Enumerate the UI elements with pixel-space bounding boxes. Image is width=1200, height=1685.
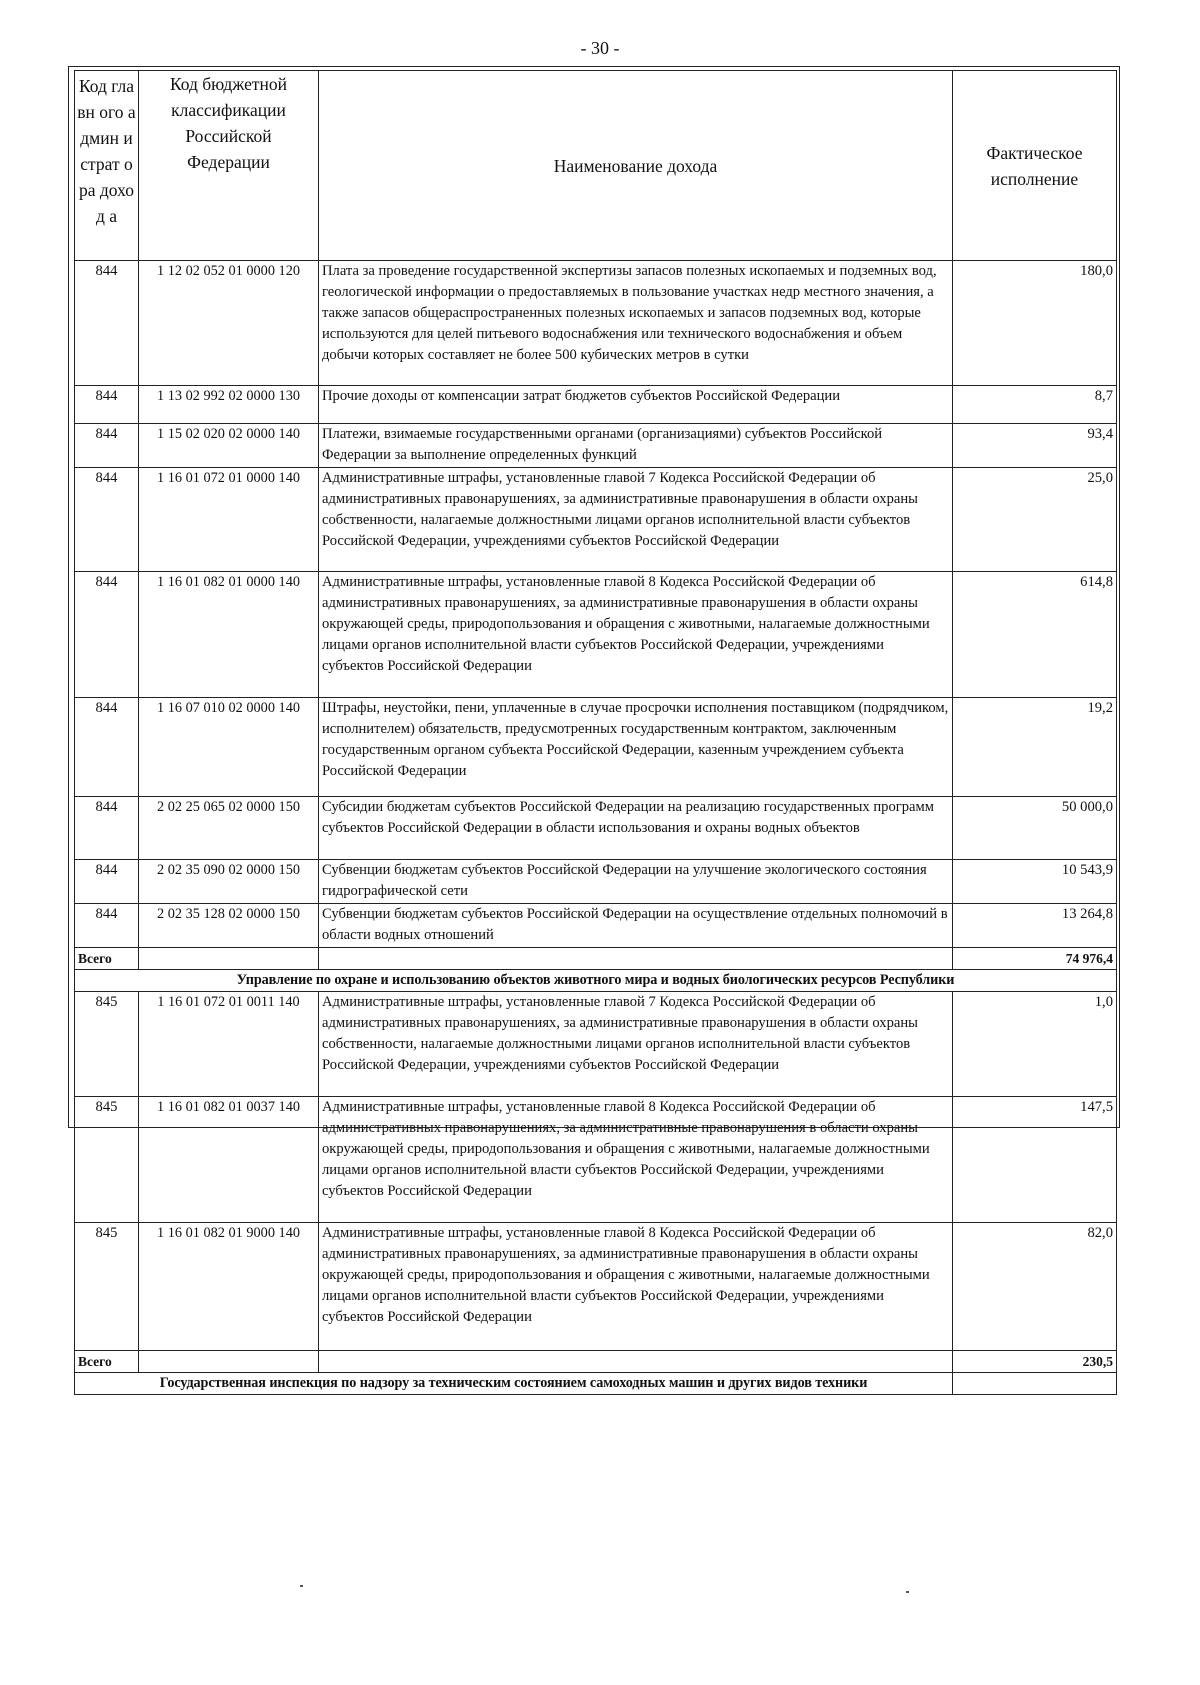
admin-code-cell: 844: [75, 904, 139, 948]
actual-value-cell: 10 543,9: [953, 860, 1117, 904]
budget-code-cell: 2 02 35 128 02 0000 150: [139, 904, 319, 948]
header-admin-code: Код главн ого админ истрат ора доход а: [75, 71, 139, 261]
total-value: 74 976,4: [953, 948, 1117, 970]
admin-code-cell: 844: [75, 424, 139, 468]
budget-code-cell: 1 13 02 992 02 0000 130: [139, 386, 319, 424]
admin-code-cell: 844: [75, 698, 139, 797]
section-header-row: [75, 1373, 1117, 1395]
income-name-cell: Штрафы, неустойки, пени, уплаченные в случае просрочки исполнения поставщиком (подрядчиком, исполнителем) обязательств, предусмотренных государственным контрактом, заключенным государственным органом субъекта Российской Федерации, казенным учреждением субъекта Российской Федерации: [319, 698, 953, 797]
admin-code-cell: 845: [75, 1223, 139, 1351]
section-title: Управление по охране и использованию объектов животного мира и водных биологических ресурсов Республики: [75, 970, 1117, 992]
table-row: [75, 424, 1117, 468]
table-row: [75, 1097, 1117, 1223]
table-row: [75, 904, 1117, 948]
income-name-cell: Платежи, взимаемые государственными органами (организациями) субъектов Российской Федерации за выполнение определенных функций: [319, 424, 953, 468]
table-row: [75, 386, 1117, 424]
income-name-cell: Административные штрафы, установленные главой 8 Кодекса Российской Федерации об административных правонарушениях, за административные правонарушения в области охраны окружающей среды, природопользования и обращения с животными, налагаемые должностными лицами органов исполнительной власти субъектов Российской Федерации, учреждениями субъектов Российской Федерации: [319, 1097, 953, 1223]
section-title: Государственная инспекция по надзору за техническим состоянием самоходных машин и других видов техники: [75, 1373, 953, 1395]
total-label: Всего: [75, 1351, 139, 1373]
income-name-cell: Административные штрафы, установленные главой 8 Кодекса Российской Федерации об административных правонарушениях, за административные правонарушения в области охраны окружающей среды, природопользования и обращения с животными, налагаемые должностными лицами органов исполнительной власти субъектов Российской Федерации, учреждениями субъектов Российской Федерации: [319, 1223, 953, 1351]
admin-code-cell: 844: [75, 386, 139, 424]
budget-code-cell: 2 02 35 090 02 0000 150: [139, 860, 319, 904]
income-name-cell: Прочие доходы от компенсации затрат бюджетов субъектов Российской Федерации: [319, 386, 953, 424]
actual-value-cell: 13 264,8: [953, 904, 1117, 948]
income-name-cell: Административные штрафы, установленные главой 7 Кодекса Российской Федерации об административных правонарушениях, за административные правонарушения в области охраны собственности, налагаемые должностными лицами органов исполнительной власти субъектов Российской Федерации, учреждениями субъектов Российской Федерации: [319, 468, 953, 572]
header-actual: Фактическое исполнение: [953, 71, 1117, 261]
budget-code-cell: 1 16 01 072 01 0000 140: [139, 468, 319, 572]
actual-value-cell: 1,0: [953, 992, 1117, 1097]
table-row: [75, 1223, 1117, 1351]
actual-value-cell: 147,5: [953, 1097, 1117, 1223]
income-name-cell: Субвенции бюджетам субъектов Российской Федерации на осуществление отдельных полномочий в области водных отношений: [319, 904, 953, 948]
income-name-cell: Административные штрафы, установленные главой 7 Кодекса Российской Федерации об административных правонарушениях, за административные правонарушения в области охраны собственности, налагаемые должностными лицами органов исполнительной власти субъектов Российской Федерации, учреждениями субъектов Российской Федерации: [319, 992, 953, 1097]
income-name-cell: Административные штрафы, установленные главой 8 Кодекса Российской Федерации об административных правонарушениях, за административные правонарушения в области охраны окружающей среды, природопользования и обращения с животными, налагаемые должностными лицами органов исполнительной власти субъектов Российской Федерации, учреждениями субъектов Российской Федерации: [319, 572, 953, 698]
income-name-cell: Субвенции бюджетам субъектов Российской Федерации на улучшение экологического состояния гидрографической сети: [319, 860, 953, 904]
section-header-row: [75, 970, 1117, 992]
actual-value-cell: 82,0: [953, 1223, 1117, 1351]
header-income-name: Наименование дохода: [319, 71, 953, 261]
admin-code-cell: 845: [75, 1097, 139, 1223]
total-empty-cell: [139, 948, 319, 970]
header-budget-code: Код бюджетной классификации Российской Федерации: [139, 71, 319, 261]
total-value: 230,5: [953, 1351, 1117, 1373]
budget-code-cell: 1 16 01 072 01 0011 140: [139, 992, 319, 1097]
budget-code-cell: 2 02 25 065 02 0000 150: [139, 797, 319, 860]
budget-code-cell: 1 16 01 082 01 9000 140: [139, 1223, 319, 1351]
total-row: [75, 1351, 1117, 1373]
table-row: [75, 261, 1117, 386]
budget-income-table: [74, 70, 1117, 1395]
table-row: [75, 860, 1117, 904]
actual-value-cell: 19,2: [953, 698, 1117, 797]
budget-code-cell: 1 15 02 020 02 0000 140: [139, 424, 319, 468]
income-name-cell: Субсидии бюджетам субъектов Российской Федерации на реализацию государственных программ субъектов Российской Федерации в области использования и охраны водных объектов: [319, 797, 953, 860]
total-label: Всего: [75, 948, 139, 970]
admin-code-cell: 844: [75, 860, 139, 904]
actual-value-cell: 50 000,0: [953, 797, 1117, 860]
budget-table-container: [74, 70, 1116, 1395]
table-row: [75, 572, 1117, 698]
actual-value-cell: 93,4: [953, 424, 1117, 468]
total-empty-cell: [139, 1351, 319, 1373]
admin-code-cell: 844: [75, 572, 139, 698]
admin-code-cell: 844: [75, 261, 139, 386]
admin-code-cell: 844: [75, 797, 139, 860]
total-row: [75, 948, 1117, 970]
actual-value-cell: 25,0: [953, 468, 1117, 572]
admin-code-cell: 844: [75, 468, 139, 572]
table-row: [75, 698, 1117, 797]
page-number: - 30 -: [580, 38, 620, 58]
budget-code-cell: 1 16 07 010 02 0000 140: [139, 698, 319, 797]
actual-value-cell: 614,8: [953, 572, 1117, 698]
budget-code-cell: 1 12 02 052 01 0000 120: [139, 261, 319, 386]
actual-value-cell: 8,7: [953, 386, 1117, 424]
table-row: [75, 797, 1117, 860]
table-row: [75, 992, 1117, 1097]
section-empty-cell: [953, 1373, 1117, 1395]
actual-value-cell: 180,0: [953, 261, 1117, 386]
total-empty-cell: [319, 948, 953, 970]
scan-speck: [300, 1585, 303, 1587]
budget-code-cell: 1 16 01 082 01 0037 140: [139, 1097, 319, 1223]
table-row: [75, 468, 1117, 572]
scan-speck: [906, 1591, 909, 1593]
budget-code-cell: 1 16 01 082 01 0000 140: [139, 572, 319, 698]
total-empty-cell: [319, 1351, 953, 1373]
income-name-cell: Плата за проведение государственной экспертизы запасов полезных ископаемых и подземных вод, геологической информации о предоставляемых в пользование участках недр местного значения, а также запасов общераспространенных полезных ископаемых и запасов подземных вод, которые используются для целей питьевого водоснабжения или технического водоснабжения и объем добычи которых составляет не более 500 кубических метров в сутки: [319, 261, 953, 386]
admin-code-cell: 845: [75, 992, 139, 1097]
table-header-row: [75, 71, 1117, 261]
